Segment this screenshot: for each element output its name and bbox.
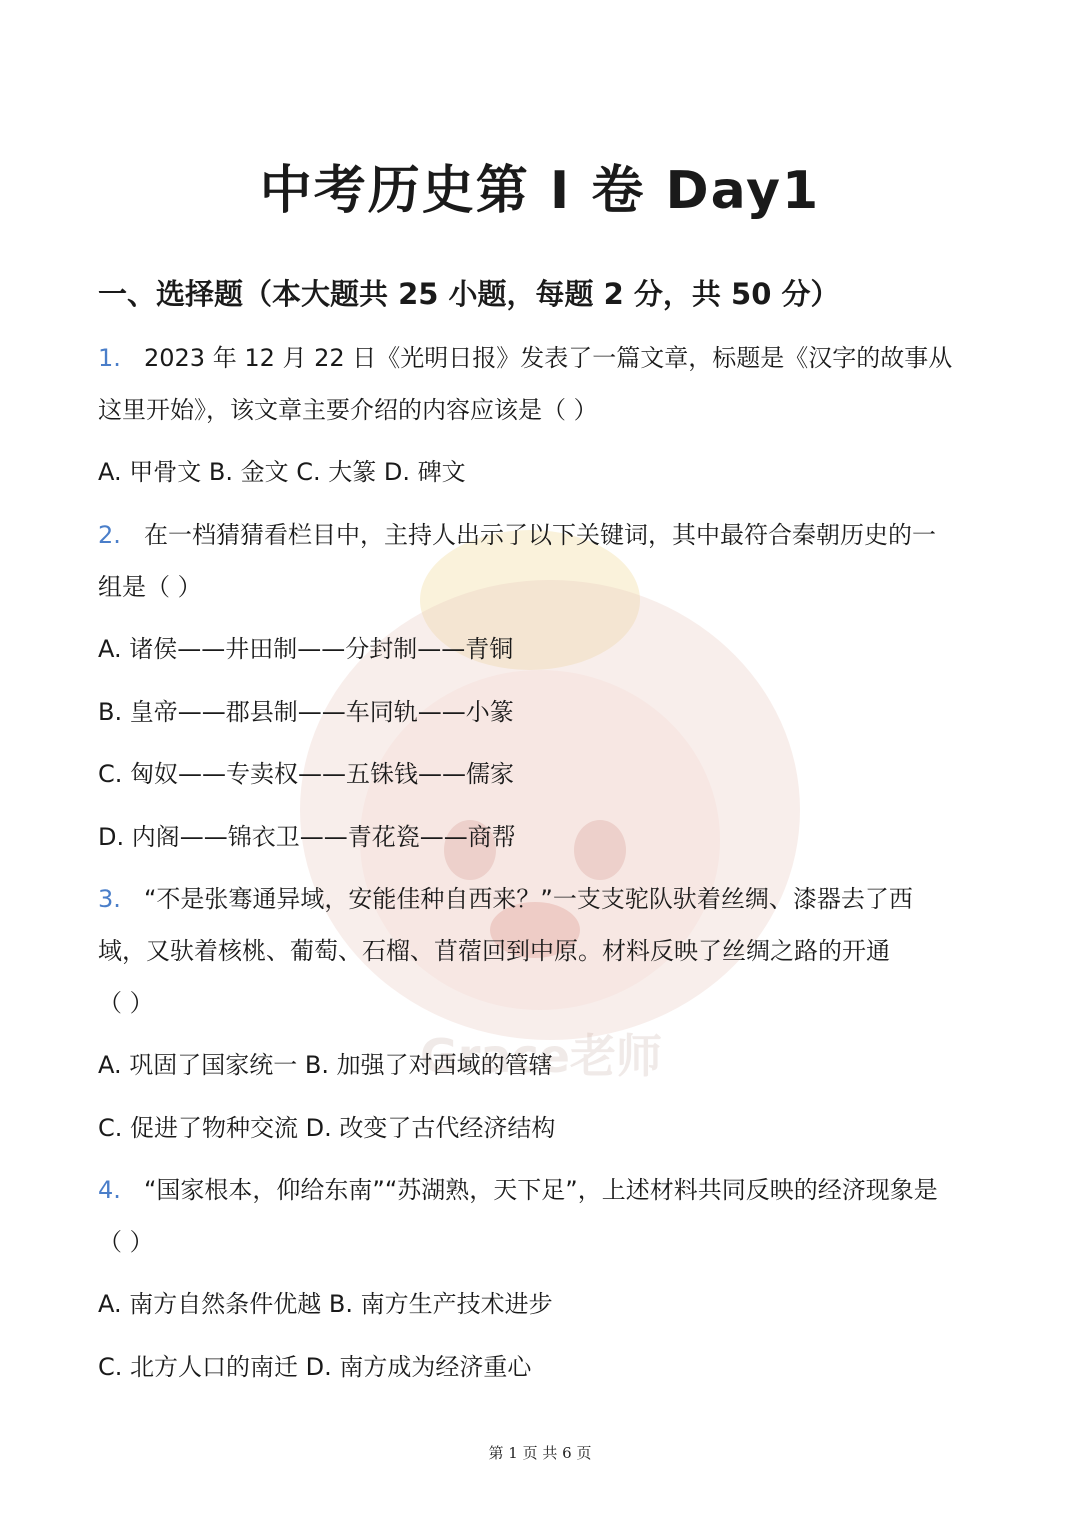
section-heading: 一、选择题（本大题共 25 小题，每题 2 分，共 50 分） [98, 277, 840, 311]
question-3-stem-line-3: （ ） [98, 989, 154, 1017]
question-3-stem-line-1: 3. “不是张骞通异域，安能佳种自西来？”一支支驼队驮着丝绸、漆器去了西 [98, 885, 913, 913]
watermark-illustration [270, 480, 830, 1100]
question-3-options-ab: A. 巩固了国家统一 B. 加强了对西域的管辖 [98, 1051, 553, 1079]
question-3-stem-line-2: 域，又驮着核桃、葡萄、石榴、苜蓿回到中原。材料反映了丝绸之路的开通 [98, 937, 890, 965]
question-number: 3. [98, 885, 121, 913]
question-4-options-ab: A. 南方自然条件优越 B. 南方生产技术进步 [98, 1290, 553, 1318]
question-1-stem-line-2: 这里开始》，该文章主要介绍的内容应该是（ ） [98, 396, 598, 424]
question-3-options-cd: C. 促进了物种交流 D. 改变了古代经济结构 [98, 1114, 556, 1142]
question-number: 4. [98, 1176, 121, 1204]
question-1-options: A. 甲骨文 B. 金文 C. 大篆 D. 碑文 [98, 458, 466, 486]
question-2-option-d: D. 内阁——锦衣卫——青花瓷——商帮 [98, 823, 516, 851]
question-4-stem-line-2: （ ） [98, 1228, 154, 1256]
question-2-option-b: B. 皇帝——郡县制——车同轨——小篆 [98, 698, 514, 726]
question-4-stem-line-1: 4. “国家根本，仰给东南”“苏湖熟，天下足”，上述材料共同反映的经济现象是 [98, 1176, 938, 1204]
question-4-options-cd: C. 北方人口的南迁 D. 南方成为经济重心 [98, 1353, 532, 1381]
question-2-option-a: A. 诸侯——井田制——分封制——青铜 [98, 635, 514, 663]
question-2-stem-line-1: 2. 在一档猜猜看栏目中，主持人出示了以下关键词，其中最符合秦朝历史的一 [98, 521, 936, 549]
watermark-text: Grace老师 [420, 1029, 662, 1083]
page-title: 中考历史第 Ⅰ 卷 Day1 [259, 161, 821, 221]
question-number: 1. [98, 344, 121, 372]
page-footer: 第 1 页 共 6 页 [488, 1444, 592, 1462]
question-1-stem-line-1: 1. 2023 年 12 月 22 日《光明日报》发表了一篇文章，标题是《汉字的故事从 [98, 344, 953, 372]
question-number: 2. [98, 521, 121, 549]
question-2-option-c: C. 匈奴——专卖权——五铢钱——儒家 [98, 760, 515, 788]
question-2-stem-line-2: 组是（ ） [98, 573, 202, 601]
